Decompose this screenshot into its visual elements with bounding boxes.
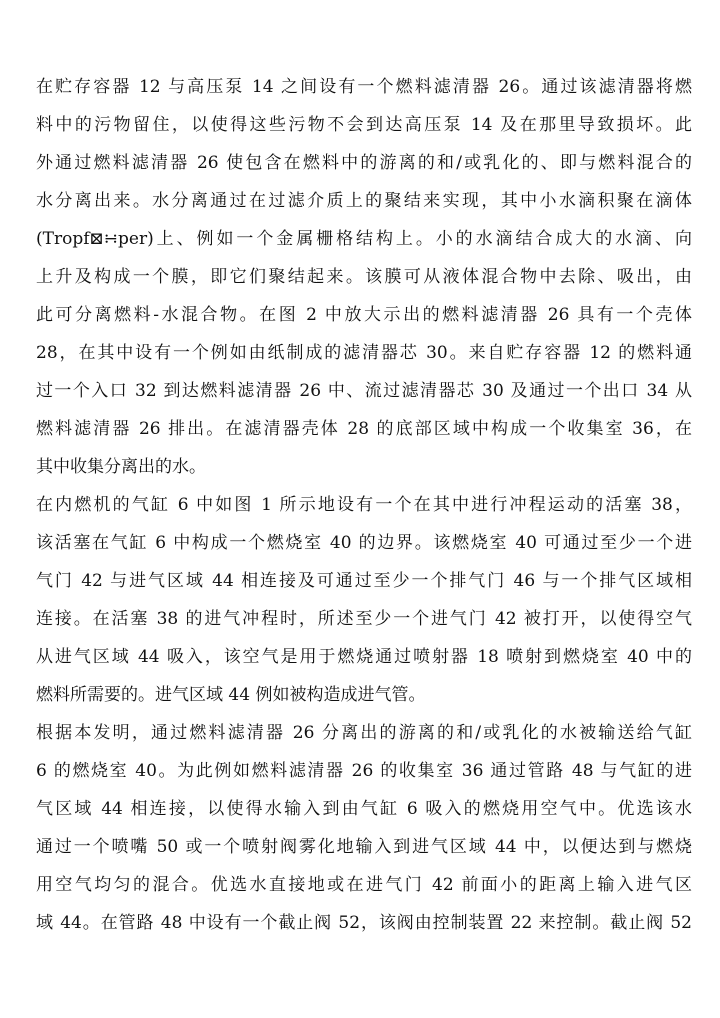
text-line: 通过一个喷嘴 50 或一个喷射阀雾化地输入到进气区域 44 中，以便达到与燃烧: [36, 837, 692, 857]
text-line: 根据本发明，通过燃料滤清器 26 分离出的游离的和/或乳化的水被输送给气缸: [36, 723, 692, 743]
text-line: 6 的燃烧室 40。为此例如燃料滤清器 26 的收集室 36 通过管路 48 与气缸的进: [36, 761, 692, 781]
text-line: 外通过燃料滤清器 26 使包含在燃料中的游离的和/或乳化的、即与燃料混合的: [36, 153, 692, 173]
text-line: 过一个入口 32 到达燃料滤清器 26 中、流过滤清器芯 30 及通过一个出口 34 从: [36, 381, 692, 401]
text-line: 从进气区域 44 吸入，该空气是用于燃烧通过喷射器 18 喷射到燃烧室 40 中的: [36, 647, 692, 667]
text-line: 水分离出来。水分离通过在过滤介质上的聚结来实现，其中小水滴积聚在滴体: [36, 191, 692, 211]
text-line: 在内燃机的气缸 6 中如图 1 所示地设有一个在其中进行冲程运动的活塞 38，: [36, 495, 692, 515]
text-line: 域 44。在管路 48 中设有一个截止阀 52，该阀由控制装置 22 来控制。截止阀 52: [36, 913, 692, 933]
text-line: 其中收集分离出的水。: [36, 457, 206, 477]
text-line: 28，在其中设有一个例如由纸制成的滤清器芯 30。来自贮存容器 12 的燃料通: [36, 343, 692, 363]
text-line: 料中的污物留住，以使得这些污物不会到达高压泵 14 及在那里导致损坏。此: [36, 115, 692, 135]
text-line: (Tropf⊠∺per)上、例如一个金属栅格结构上。小的水滴结合成大的水滴、向: [36, 229, 692, 249]
text-line: 该活塞在气缸 6 中构成一个燃烧室 40 的边界。该燃烧室 40 可通过至少一个进: [36, 533, 692, 553]
text-line: 燃料所需要的。进气区域 44 例如被构造成进气管。: [36, 685, 426, 705]
text-line: 气区域 44 相连接，以使得水输入到由气缸 6 吸入的燃烧用空气中。优选该水: [36, 799, 692, 819]
text-line: 上升及构成一个膜，即它们聚结起来。该膜可从液体混合物中去除、吸出，由: [36, 267, 692, 287]
text-line: 用空气均匀的混合。优选水直接地或在进气门 42 前面小的距离上输入进气区: [36, 875, 692, 895]
text-line: 连接。在活塞 38 的进气冲程时，所述至少一个进气门 42 被打开，以使得空气: [36, 609, 692, 629]
text-line: 此可分离燃料-水混合物。在图 2 中放大示出的燃料滤清器 26 具有一个壳体: [36, 305, 692, 325]
text-line: 燃料滤清器 26 排出。在滤清器壳体 28 的底部区域中构成一个收集室 36，在: [36, 419, 692, 439]
text-line: 在贮存容器 12 与高压泵 14 之间设有一个燃料滤清器 26。通过该滤清器将燃: [36, 77, 692, 97]
text-line: 气门 42 与进气区域 44 相连接及可通过至少一个排气门 46 与一个排气区域相: [36, 571, 692, 591]
